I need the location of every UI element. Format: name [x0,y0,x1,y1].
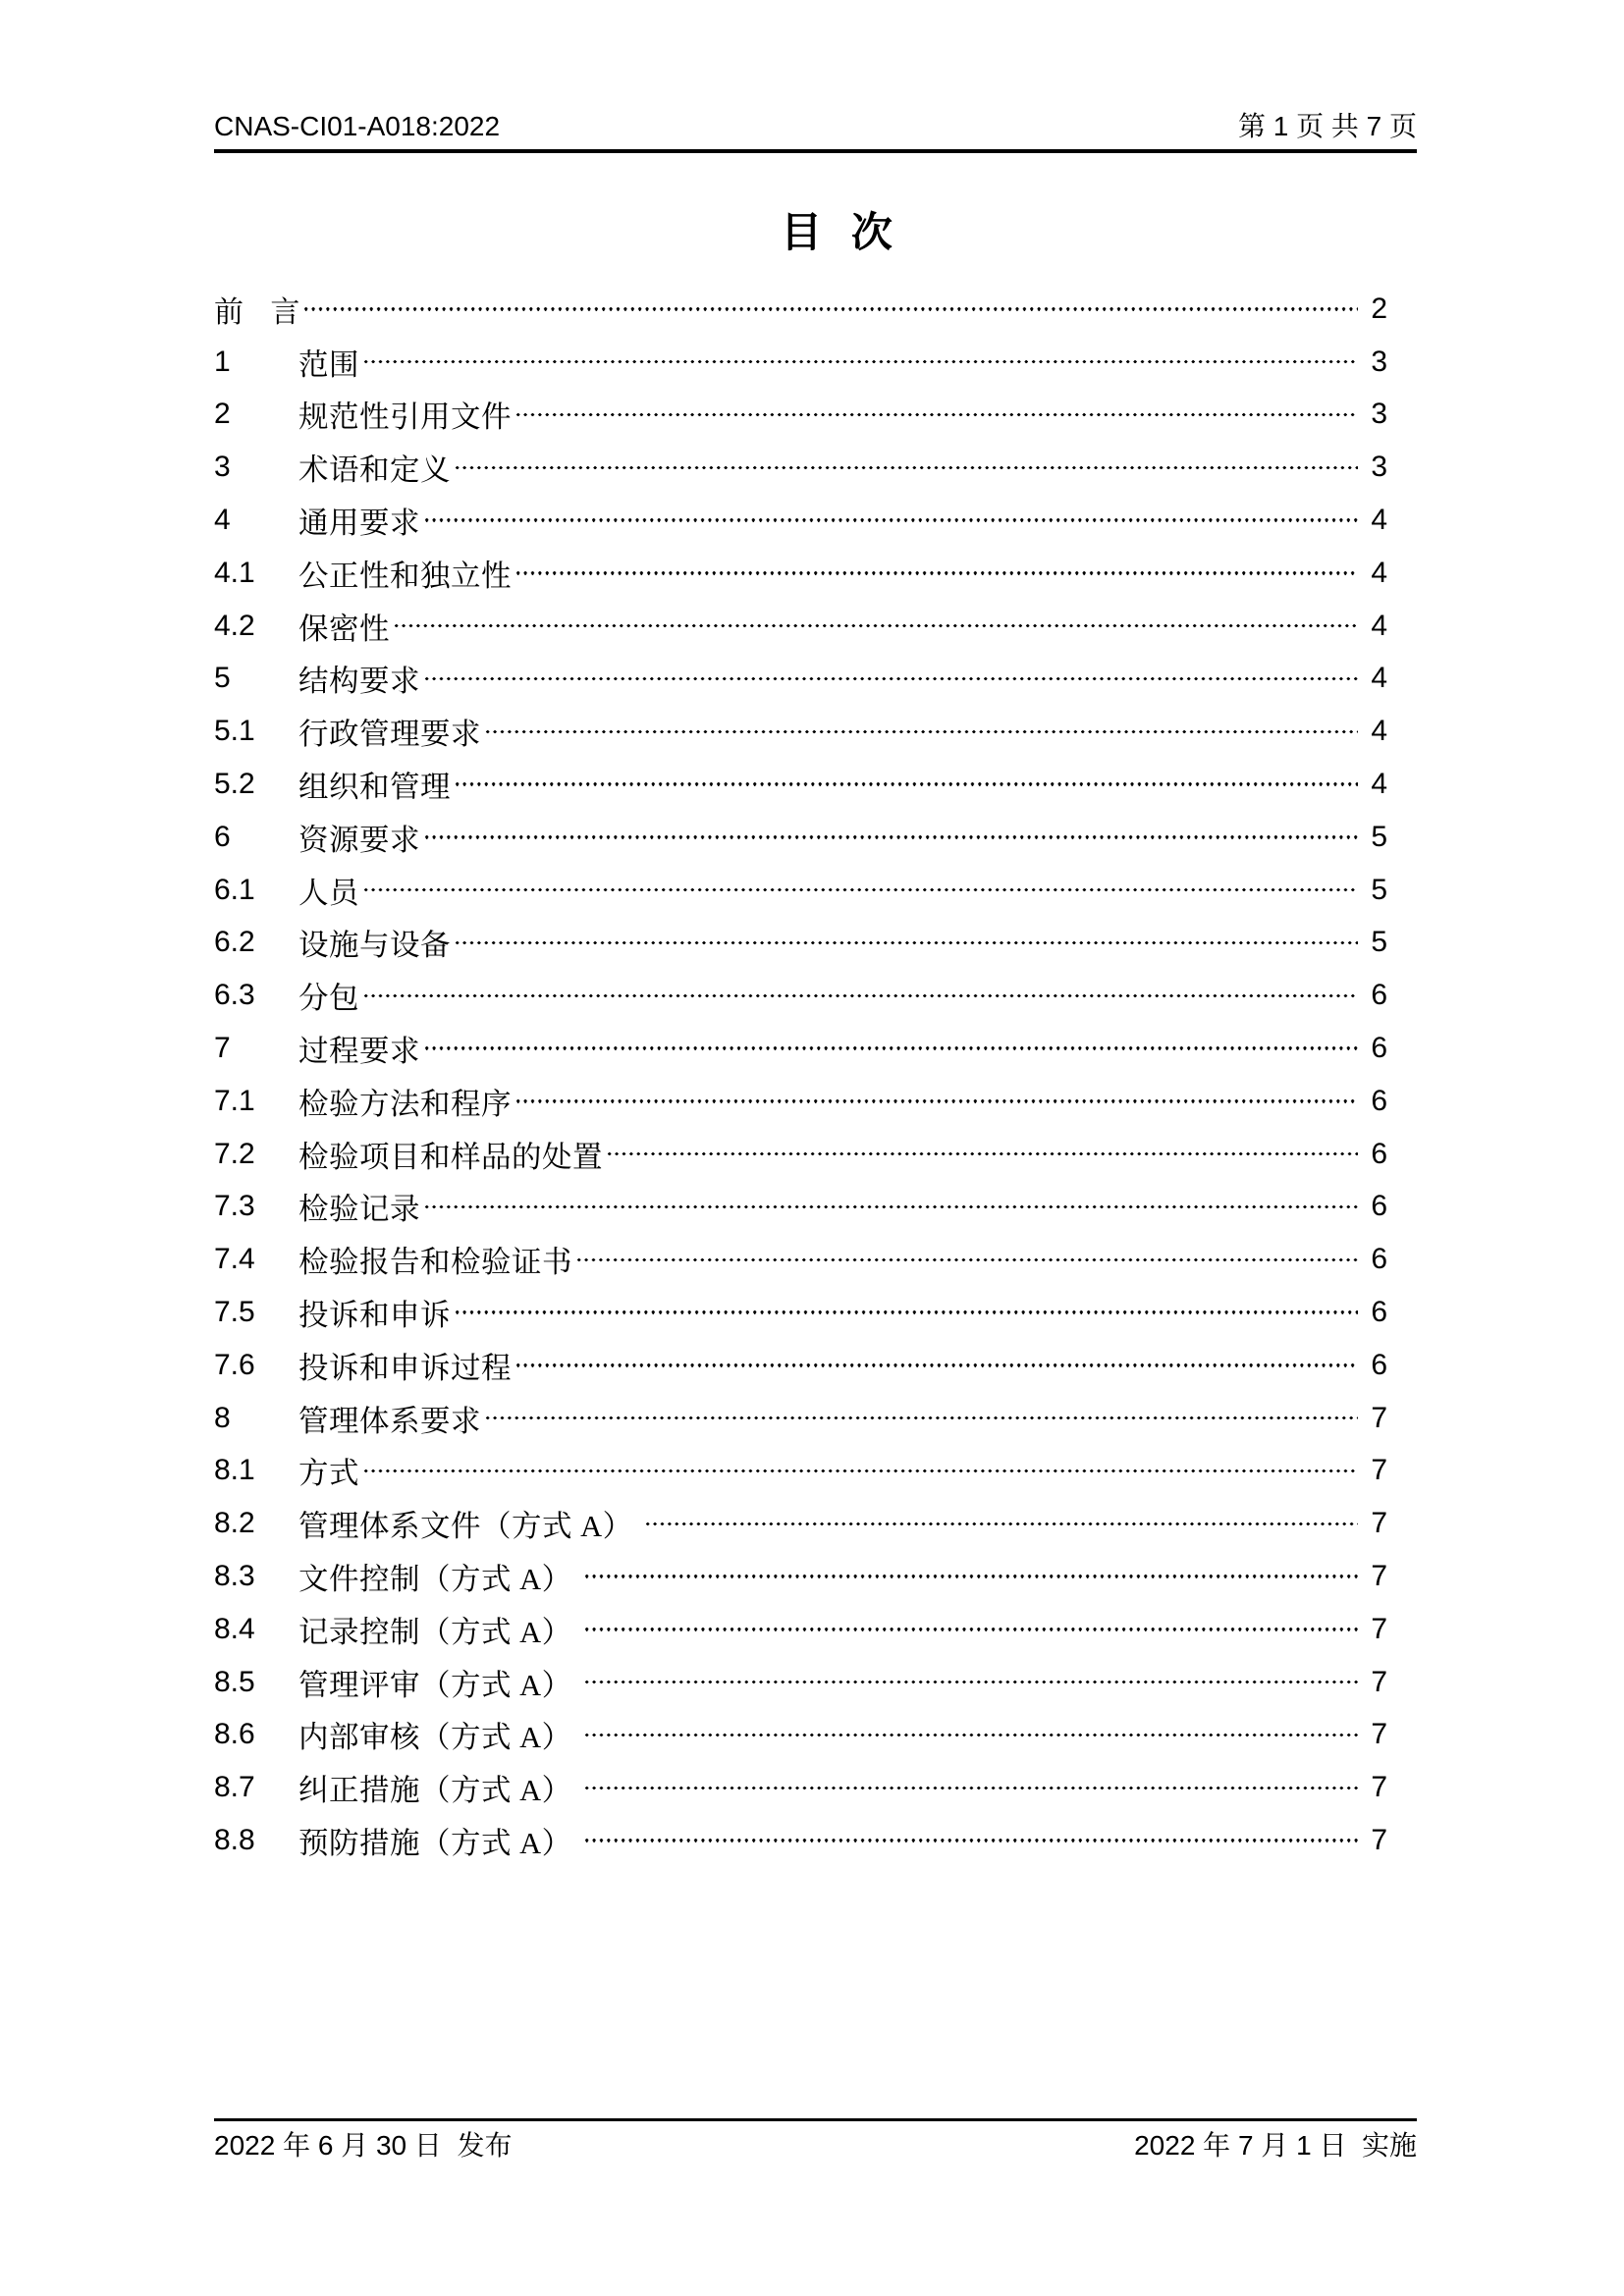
toc-entry[interactable] [214,758,1387,811]
toc-entry[interactable] [214,864,1387,917]
page-title: 目 次 [781,209,893,255]
dot-leader [606,1152,1358,1155]
toc-entry-number: 3 [214,451,231,484]
toc-entry-number: 5 [214,662,231,695]
dot-leader [454,1310,1358,1313]
footer-row [214,2129,1417,2163]
dot-leader [362,1469,1358,1472]
toc-entry[interactable] [214,494,1387,547]
toc-entry-title: 范围 [298,347,359,382]
dot-leader [583,1575,1358,1577]
toc-entry-title: 内部审核（方式 A） [298,1721,580,1755]
toc-entry[interactable] [214,1445,1387,1498]
toc-entry[interactable] [214,1339,1387,1392]
toc-entry-title: 管理评审（方式 A） [298,1668,580,1702]
dot-leader [583,1839,1358,1842]
dot-leader [362,994,1358,997]
toc-entry-page: 7 [1371,1718,1387,1751]
toc-entry-title: 组织和管理 [298,771,451,805]
dot-leader [644,1522,1358,1525]
toc-entry-page: 7 [1371,1665,1387,1698]
dot-leader [583,1787,1358,1789]
dot-leader [514,1363,1358,1366]
dot-leader [514,413,1358,416]
footer-rule [214,2118,1417,2121]
toc-entry-title: 记录控制（方式 A） [298,1615,580,1649]
toc-entry-title: 检验项目和样品的处置 [298,1140,603,1174]
toc-entry-title: 检验方法和程序 [298,1087,512,1121]
toc-entry-number: 7.1 [214,1084,255,1117]
toc-entry-page: 5 [1371,873,1387,906]
toc-entry-page: 6 [1371,1032,1387,1065]
toc-entry[interactable] [214,1550,1387,1603]
toc-entry-title: 分包 [298,982,359,1016]
toc-entry-page: 3 [1371,345,1387,378]
toc-entry-number: 7 [214,1032,231,1065]
toc-entry-number: 8.1 [214,1454,255,1487]
dot-leader [423,518,1358,521]
toc-entry[interactable] [214,705,1387,758]
toc-entry-title: 设施与设备 [298,929,451,963]
toc-entry-title: 过程要求 [298,1035,420,1069]
dot-leader [514,571,1358,574]
dot-leader [583,1734,1358,1736]
toc-entry-title: 检验报告和检验证书 [298,1246,572,1280]
toc-entry-number: 8.3 [214,1560,255,1593]
toc-entry-title: 管理体系文件（方式 A） [298,1510,641,1544]
dot-leader [484,730,1358,733]
toc-entry[interactable] [214,1075,1387,1128]
toc-entry[interactable] [214,1814,1387,1867]
toc-entry-page: 5 [1371,820,1387,853]
toc-entry-page: 6 [1371,1137,1387,1170]
dot-leader [423,677,1358,680]
toc-entry[interactable] [214,389,1387,442]
implement-date: 2022 年 7 月 1 日 实施 [1134,2130,1417,2161]
dot-leader [423,1046,1358,1049]
toc-entry[interactable] [214,1497,1387,1550]
dot-leader [423,1205,1358,1208]
toc-entry-page: 4 [1371,662,1387,695]
toc-entry-page: 2 [1371,292,1387,325]
toc-entry-page: 7 [1371,1401,1387,1434]
toc-entry-number: 7.4 [214,1243,255,1276]
toc-entry-page: 6 [1371,1348,1387,1381]
issue-date: 2022 年 6 月 30 日 发布 [214,2130,513,2161]
toc-entry-number: 8 [214,1401,231,1434]
dot-leader [583,1681,1358,1683]
header-rule [214,149,1417,153]
toc-entry[interactable] [214,1286,1387,1339]
toc-entry-number: 7.2 [214,1137,255,1170]
toc-list [214,283,1387,1867]
toc-entry-title: 通用要求 [298,507,420,541]
dot-leader [575,1258,1358,1261]
toc-entry-title: 规范性引用文件 [298,400,512,435]
toc-entry-page: 3 [1371,398,1387,431]
toc-entry-number: 前 言 [214,295,300,329]
toc-entry-page: 4 [1371,715,1387,748]
toc-entry-page: 7 [1371,1507,1387,1540]
toc-entry-title: 纠正措施（方式 A） [298,1774,580,1808]
toc-entry-page: 6 [1371,1243,1387,1276]
toc-entry-page: 6 [1371,1084,1387,1117]
toc-entry-number: 4.1 [214,556,255,589]
toc-entry-title: 预防措施（方式 A） [298,1827,580,1860]
toc-entry[interactable] [214,283,1387,336]
dot-leader [583,1628,1358,1630]
dot-leader [484,1416,1358,1419]
toc-entry-page: 4 [1371,504,1387,537]
toc-entry[interactable] [214,441,1387,494]
toc-entry-page: 6 [1371,1296,1387,1329]
toc-entry-number: 8.6 [214,1718,255,1751]
toc-entry[interactable] [214,1392,1387,1445]
toc-entry-title: 文件控制（方式 A） [298,1563,580,1597]
toc-entry-title: 资源要求 [298,823,420,857]
toc-entry-number: 2 [214,398,231,431]
toc-entry-page: 6 [1371,979,1387,1012]
dot-leader [454,941,1358,944]
toc-entry-number: 6.3 [214,979,255,1012]
toc-entry-number: 8.2 [214,1507,255,1540]
toc-entry-title: 投诉和申诉 [298,1299,451,1333]
toc-entry-page: 7 [1371,1771,1387,1804]
toc-entry-title: 人员 [298,876,359,910]
toc-entry-number: 6.2 [214,926,255,959]
toc-entry-page: 7 [1371,1824,1387,1856]
toc-entry-number: 8.4 [214,1612,255,1645]
toc-entry[interactable] [214,1761,1387,1814]
toc-entry-title: 检验记录 [298,1193,420,1227]
toc-entry-page: 4 [1371,556,1387,589]
toc-entry[interactable] [214,969,1387,1022]
toc-entry-number: 4.2 [214,609,255,642]
toc-entry-page: 6 [1371,1190,1387,1223]
toc-entry-number: 1 [214,345,231,378]
toc-entry-number: 7.5 [214,1296,255,1329]
toc-entry-number: 8.7 [214,1771,255,1804]
toc-entry-page: 5 [1371,926,1387,959]
toc-entry[interactable] [214,917,1387,970]
toc-entry[interactable] [214,1022,1387,1075]
toc-entry-number: 5.2 [214,768,255,801]
toc-entry-title: 方式 [298,1457,359,1491]
toc-entry-page: 7 [1371,1560,1387,1593]
toc-entry-title: 术语和定义 [298,454,451,488]
toc-entry[interactable] [214,1181,1387,1234]
header-row [214,110,1417,143]
page-header [214,0,1417,153]
toc-entry-title: 结构要求 [298,665,420,699]
toc-entry[interactable] [214,811,1387,864]
toc-entry-number: 4 [214,504,231,537]
page-footer [214,2118,1417,2163]
toc-entry[interactable] [214,653,1387,706]
toc-entry[interactable] [214,547,1387,600]
dot-leader [454,782,1358,785]
toc-entry-page: 3 [1371,451,1387,484]
dot-leader [393,624,1358,627]
toc-entry-number: 7.3 [214,1190,255,1223]
toc-entry[interactable] [214,1128,1387,1181]
toc-entry-page: 4 [1371,768,1387,801]
dot-leader [302,307,1358,310]
toc-entry[interactable] [214,1709,1387,1762]
toc-entry[interactable] [214,336,1387,389]
toc-entry-page: 7 [1371,1454,1387,1487]
toc-entry-title: 行政管理要求 [298,718,481,752]
toc-entry[interactable] [214,1656,1387,1709]
toc-entry-title: 管理体系要求 [298,1404,481,1438]
toc-entry-number: 7.6 [214,1348,255,1381]
toc-entry-title: 投诉和申诉过程 [298,1351,512,1385]
toc-entry[interactable] [214,1233,1387,1286]
dot-leader [454,466,1358,469]
doc-number: CNAS-CI01-A018:2022 [214,111,501,141]
toc-entry-number: 6.1 [214,873,255,906]
dot-leader [423,835,1358,838]
toc-entry-title: 公正性和独立性 [298,559,512,593]
toc-entry[interactable] [214,600,1387,653]
toc-entry-number: 8.8 [214,1824,255,1856]
toc-entry-number: 6 [214,820,231,853]
toc-entry[interactable] [214,1603,1387,1656]
toc-entry-title: 保密性 [298,612,390,646]
dot-leader [514,1099,1358,1102]
dot-leader [362,888,1358,891]
dot-leader [362,360,1358,363]
page-indicator: 第 1 页 共 7 页 [1237,111,1417,141]
toc-entry-page: 7 [1371,1612,1387,1645]
toc-entry-number: 5.1 [214,715,255,748]
toc-entry-number: 8.5 [214,1665,255,1698]
toc-entry-page: 4 [1371,609,1387,642]
